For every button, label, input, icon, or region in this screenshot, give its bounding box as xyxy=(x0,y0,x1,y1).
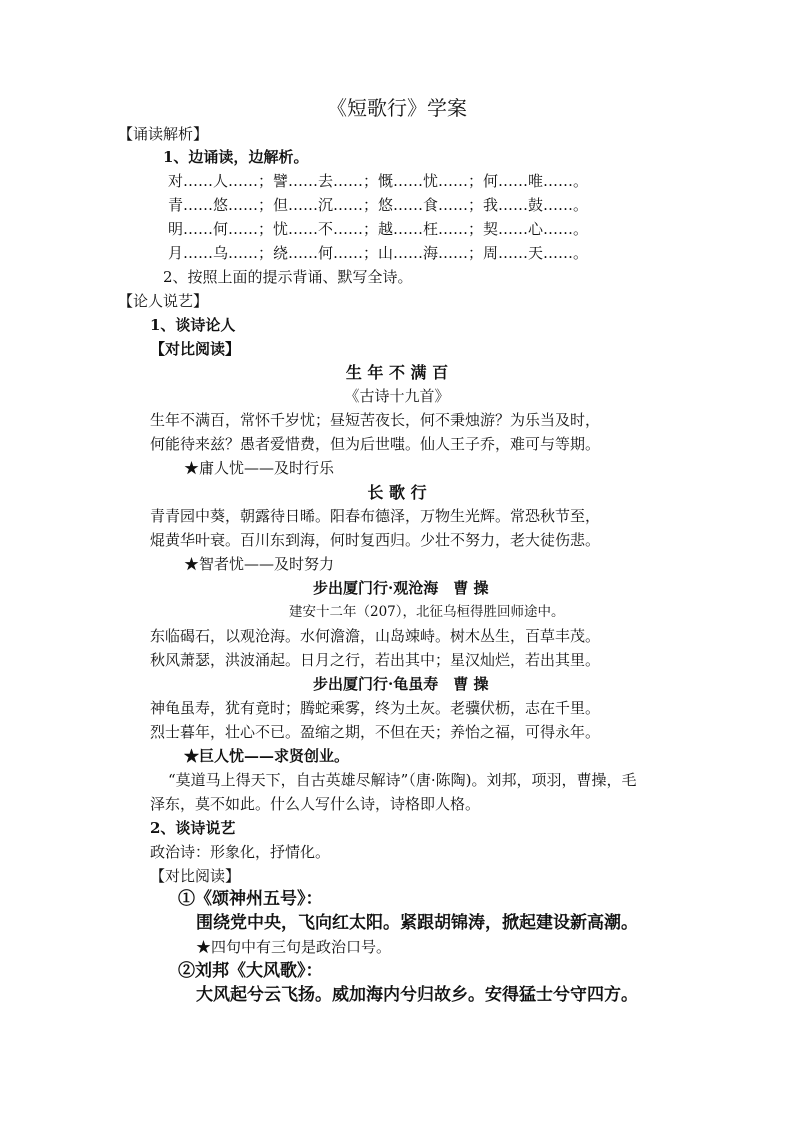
item-1-title: 1、边诵读，边解析。 xyxy=(163,148,309,166)
commentary-line-2: 泽东，莫不如此。什么人写什么诗，诗格即人格。 xyxy=(150,795,481,813)
section-heading-recitation: 【诵读解析】 xyxy=(118,125,209,143)
poem1-line-2: 何能待来兹？愚者爱惜费，但为后世嗤。仙人王子乔，难可与等期。 xyxy=(150,435,601,453)
poem1-note: ★庸人忧——及时行乐 xyxy=(184,459,335,477)
poem4-line-2: 烈士暮年，壮心不已。盈缩之期，不但在天；养怡之福，可得永年。 xyxy=(150,723,601,741)
example1-note: ★四句中有三句是政治口号。 xyxy=(196,938,392,956)
prompt-row-2: 青……悠……；但……沉……；悠……食……；我……鼓……。 xyxy=(168,196,589,214)
poem1-source: 《古诗十九首》 xyxy=(344,387,450,405)
prompt-row-4: 月……乌……；绕……何……；山……海……；周……天……。 xyxy=(168,244,589,262)
page-title: 《短歌行》学案 xyxy=(327,96,467,120)
example2-title: ②刘邦《大风歌》： xyxy=(178,961,323,981)
compare-label: 【对比阅读】 xyxy=(150,340,241,358)
prompt-row-3: 明……何……；忧……不……；越……枉……；契……心……。 xyxy=(168,220,589,238)
poem2-line-1: 青青园中葵，朝露待日晞。阳春布德泽，万物生光辉。常恐秋节至， xyxy=(150,507,601,525)
sub-heading-poets: 1、谈诗论人 xyxy=(150,316,236,334)
compare-label-2: 【对比阅读】 xyxy=(150,867,241,885)
poem2-line-2: 焜黄华叶衰。百川东到海，何时复西归。少壮不努力，老大徒伤悲。 xyxy=(150,531,601,549)
poem3-context: 建安十二年（207），北征乌桓得胜回师途中。 xyxy=(289,604,565,620)
political-poetry-note: 政治诗：形象化，抒情化。 xyxy=(150,843,331,861)
item-2-text: 2、按照上面的提示背诵、默写全诗。 xyxy=(163,268,413,286)
section-heading-discussion: 【论人说艺】 xyxy=(118,292,209,310)
poem4-note: ★巨人忧——求贤创业。 xyxy=(184,747,350,765)
poem4-title: 步出厦门行·龟虽寿 曹 操 xyxy=(313,675,489,693)
commentary-line-1: “莫道马上得天下，自古英雄尽解诗”（唐·陈陶)。刘邦，项羽，曹操，毛 xyxy=(168,771,637,789)
poem2-title: 长 歌 行 xyxy=(367,483,427,502)
example1-title: ①《颂神州五号》： xyxy=(178,889,323,909)
example1-text: 围绕党中央，飞向红太阳。紧跟胡锦涛，掀起建设新高潮。 xyxy=(196,913,638,933)
example2-text: 大风起兮云飞扬。威加海内兮归故乡。安得猛士兮守四方。 xyxy=(196,985,638,1005)
sub-heading-art: 2、谈诗说艺 xyxy=(150,819,236,837)
poem3-title: 步出厦门行·观沧海 曹 操 xyxy=(313,579,489,597)
poem3-line-1: 东临碣石，以观沧海。水何澹澹，山岛竦峙。树木丛生，百草丰茂。 xyxy=(150,627,601,645)
poem1-line-1: 生年不满百，常怀千岁忧；昼短苦夜长，何不秉烛游？为乐当及时， xyxy=(150,411,601,429)
poem3-line-2: 秋风萧瑟，洪波涌起。日月之行，若出其中；星汉灿烂，若出其里。 xyxy=(150,651,601,669)
poem1-title: 生 年 不 满 百 xyxy=(345,363,449,382)
prompt-row-1: 对……人……；譬……去……；慨……忧……；何……唯……。 xyxy=(168,172,589,190)
poem2-note: ★智者忧——及时努力 xyxy=(184,555,335,573)
poem4-line-1: 神龟虽寿，犹有竟时；腾蛇乘雾，终为土灰。老骥伏枥，志在千里。 xyxy=(150,699,601,717)
